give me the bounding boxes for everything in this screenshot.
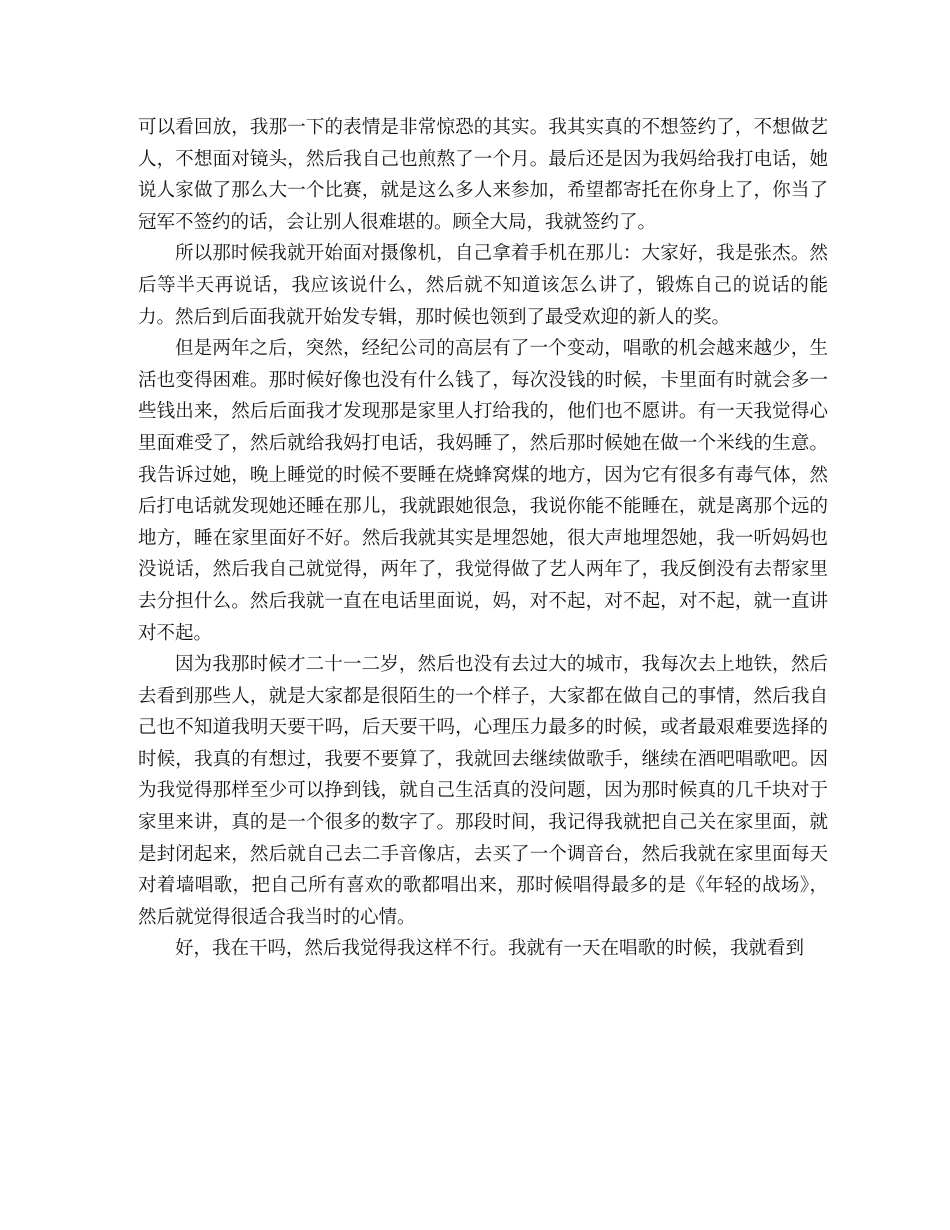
paragraph-2: 所以那时候我就开始面对摄像机，自己拿着手机在那儿：大家好，我是张杰。然后等半天再说话，我应该说什么，然后就不知道该怎么讲了，锻炼自己的说话的能力。然后到后面我就开始发专辑，那时候也领到了最受欢迎的新人的奖。 — [138, 243, 828, 328]
paragraph-5: 好，我在干吗，然后我觉得我这样不行。我就有一天在唱歌的时候，我就看到 — [175, 938, 805, 960]
paragraph-4: 因为我那时候才二十一二岁，然后也没有去过大的城市，我每次去上地铁，然后去看到那些人，就是大家都是很陌生的一个样子，大家都在做自己的事情，然后我自己也不知道我明天要干吗，后天要干吗，心理压力最多的时候，或者最艰难要选择的时候，我真的有想过，我要不要算了，我就回去继续做歌手，继续在酒吧唱歌吧。因为我觉得那样至少可以挣到钱，就自己生活真的没问题，因为那时候真的几千块对于家里来讲，真的是一个很多的数字了。那段时间，我记得我就把自己关在家里面，就是封闭起来，然后就自己去二手音像店，去买了一个调音台，然后我就在家里面每天对着墙唱歌，把自己所有喜欢的歌都唱出来，那时候唱得最多的是《年轻的战场》，然后就觉得很适合我当时的心情。 — [138, 654, 828, 928]
paragraph-3: 但是两年之后，突然，经纪公司的高层有了一个变动，唱歌的机会越来越少，生活也变得困难。那时候好像也没有什么钱了，每次没钱的时候，卡里面有时就会多一些钱出来，然后后面我才发现那是家里人打给我的，他们也不愿讲。有一天我觉得心里面难受了，然后就给我妈打电话，我妈睡了，然后那时候她在做一个米线的生意。我告诉过她，晚上睡觉的时候不要睡在烧蜂窝煤的地方，因为它有很多有毒气体，然后打电话就发现她还睡在那儿，我就跟她很急，我说你能不能睡在，就是离那个远的地方，睡在家里面好不好。然后我就其实是埋怨她，很大声地埋怨她，我一听妈妈也没说话，然后我自己就觉得，两年了，我觉得做了艺人两年了，我反倒没有去帮家里去分担什么。然后我就一直在电话里面说，妈，对不起，对不起，对不起，就一直讲对不起。 — [138, 338, 828, 644]
document-body — [138, 112, 828, 965]
paragraph-1: 可以看回放，我那一下的表情是非常惊恐的其实。我其实真的不想签约了，不想做艺人，不想面对镜头，然后我自己也煎熬了一个月。最后还是因为我妈给我打电话，她说人家做了那么大一个比赛，就是这么多人来参加，希望都寄托在你身上了，你当了冠军不签约的话，会让别人很难堪的。顾全大局，我就签约了。 — [138, 117, 828, 233]
